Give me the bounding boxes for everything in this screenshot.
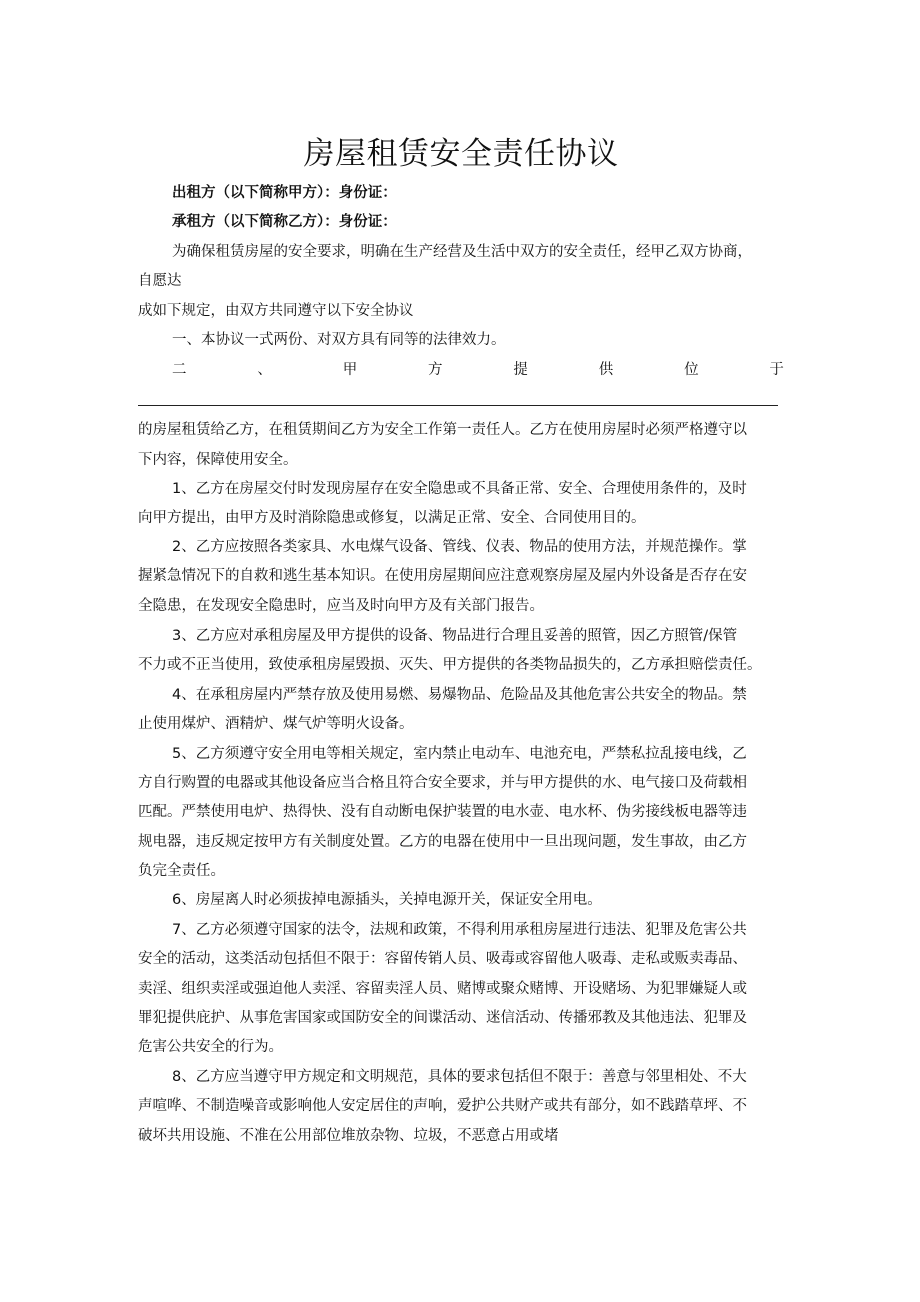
intro-line-3: 成如下规定，由双方共同遵守以下安全协议 <box>138 303 414 319</box>
lessor-line: 出租方（以下简称甲方）：身份证： <box>172 185 397 201</box>
body-line: 止使用煤炉、酒精炉、煤气炉等明火设备。 <box>138 716 414 732</box>
body-line: 8、乙方应当遵守甲方规定和文明规范，具体的要求包括但不限于：善意与邻里相处、不大 <box>172 1069 747 1085</box>
body-line: 下内容，保障使用安全。 <box>138 452 298 468</box>
body-line: 安全的活动，这类活动包括但不限于：容留传销人员、吸毒或容留他人吸毒、走私或贩卖毒品、 <box>138 951 747 967</box>
lessee-line: 承租方（以下简称乙方）：身份证： <box>172 214 397 230</box>
clause-two-char: 于 <box>769 362 784 378</box>
body-line: 卖淫、组织卖淫或强迫他人卖淫、容留卖淫人员、赌博或聚众赌博、开设赌场、为犯罪嫌疑人或 <box>138 981 747 997</box>
body-line: 全隐患，在发现安全隐患时，应当及时向甲方及有关部门报告。 <box>138 598 544 614</box>
body-line: 2、乙方应按照各类家具、水电煤气设备、管线、仪表、物品的使用方法，并规范操作。掌 <box>172 539 747 555</box>
body-line: 向甲方提出，由甲方及时消除隐患或修复，以满足正常、安全、合同使用目的。 <box>138 510 646 526</box>
clause-two-char: 方 <box>428 362 443 378</box>
blank-fill-line <box>138 405 778 406</box>
body-line: 3、乙方应对承租房屋及甲方提供的设备、物品进行合理且妥善的照管，因乙方照管/保管 <box>172 628 738 644</box>
body-line: 的房屋租赁给乙方，在租赁期间乙方为安全工作第一责任人。乙方在使用房屋时必须严格遵守以 <box>138 422 747 438</box>
body-line: 匹配。严禁使用电炉、热得快、没有自动断电保护装置的电水壶、电水杯、伪劣接线板电器等违 <box>138 804 747 820</box>
clause-two-char: 、 <box>257 362 272 378</box>
intro-line-1: 为确保租赁房屋的安全要求，明确在生产经营及生活中双方的安全责任，经甲乙双方协商， <box>172 244 752 260</box>
clause-one: 一、本协议一式两份、对双方具有同等的法律效力。 <box>172 332 506 348</box>
intro-line-2: 自愿达 <box>138 273 182 289</box>
body-line: 5、乙方须遵守安全用电等相关规定，室内禁止电动车、电池充电，严禁私拉乱接电线，乙 <box>172 746 747 762</box>
clause-two-spaced <box>172 360 784 380</box>
body-line: 握紧急情况下的自救和逃生基本知识。在使用房屋期间应注意观察房屋及屋内外设备是否存在安 <box>138 568 747 584</box>
body-line: 7、乙方必须遵守国家的法令，法规和政策，不得利用承租房屋进行违法、犯罪及危害公共 <box>172 922 747 938</box>
body-line: 破坏共用设施、不准在公用部位堆放杂物、垃圾，不恶意占用或堵 <box>138 1128 559 1144</box>
clause-two-char: 位 <box>684 362 699 378</box>
body-line: 方自行购置的电器或其他设备应当合格且符合安全要求，并与甲方提供的水、电气接口及荷载相 <box>138 775 747 791</box>
body-line: 负完全责任。 <box>138 863 225 879</box>
body-line: 危害公共安全的行为。 <box>138 1039 283 1055</box>
body-line: 规电器，违反规定按甲方有关制度处置。乙方的电器在使用中一旦出现问题，发生事故，由乙方 <box>138 834 747 850</box>
clause-two-char: 甲 <box>342 362 358 378</box>
body-line: 1、乙方在房屋交付时发现房屋存在安全隐患或不具备正常、安全、合理使用条件的，及时 <box>172 481 747 497</box>
body-line: 不力或不正当使用，致使承租房屋毁损、灭失、甲方提供的各类物品损失的，乙方承担赔偿责任。 <box>138 657 762 673</box>
body-line: 声喧哗、不制造噪音或影响他人安定居住的声响，爱护公共财产或共有部分，如不践踏草坪、不 <box>138 1098 747 1114</box>
clause-two-char: 二 <box>172 362 187 378</box>
body-line: 4、在承租房屋内严禁存放及使用易燃、易爆物品、危险品及其他危害公共安全的物品。禁 <box>172 687 747 703</box>
body-line: 罪犯提供庇护、从事危害国家或国防安全的间谍活动、迷信活动、传播邪教及其他违法、犯罪及 <box>138 1010 747 1026</box>
document-title: 房屋租赁安全责任协议 <box>303 136 619 172</box>
clause-two-char: 供 <box>598 362 614 378</box>
body-line: 6、房屋离人时必须拔掉电源插头，关掉电源开关，保证安全用电。 <box>172 892 602 908</box>
clause-two-char: 提 <box>513 362 528 378</box>
